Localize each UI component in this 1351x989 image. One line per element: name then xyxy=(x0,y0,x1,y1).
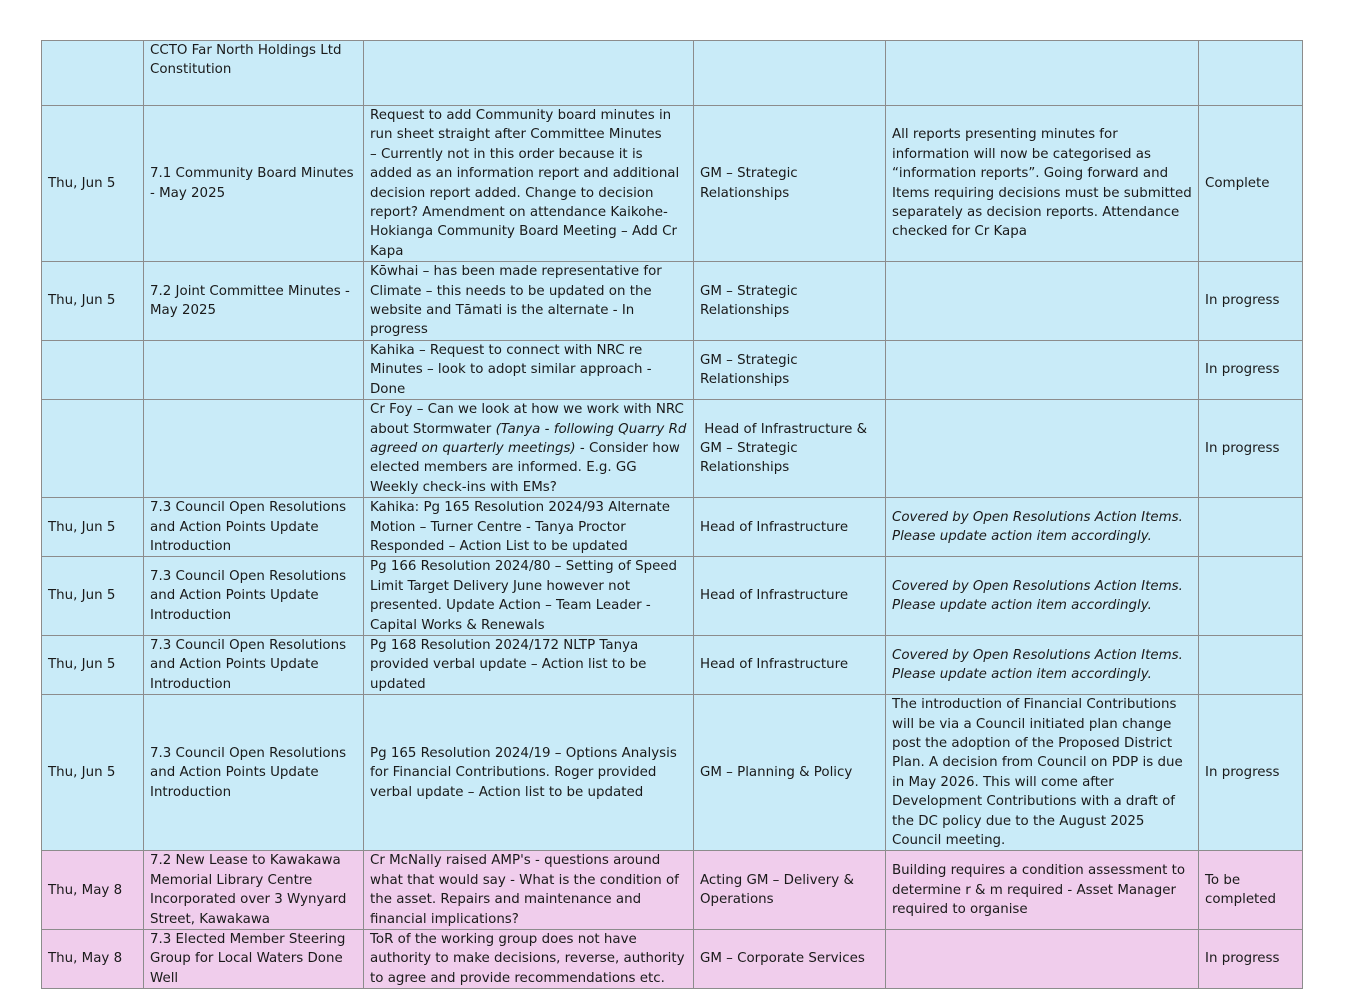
responsible-cell: GM – Planning & Policy xyxy=(694,695,886,851)
date-cell xyxy=(42,41,144,106)
description-cell: ToR of the working group does not have authority to make decisions, reverse, authority to agree and provide recommendations etc. xyxy=(364,930,694,989)
description-cell: Kahika: Pg 165 Resolution 2024/93 Alternate Motion – Turner Centre - Tanya Proctor Responded – Action List to be updated xyxy=(364,498,694,557)
responsible-cell: GM – Strategic Relationships xyxy=(694,106,886,262)
date-cell: Thu, Jun 5 xyxy=(42,106,144,262)
date-cell: Thu, Jun 5 xyxy=(42,262,144,341)
response-cell: Covered by Open Resolutions Action Items. Please update action item accordingly. xyxy=(886,498,1199,557)
response-cell: All reports presenting minutes for information will now be categorised as “information reports”. Going forward and Items requiring decisions must be submitted separately as decision reports. Attendance checked for Cr Kapa xyxy=(886,106,1199,262)
table-row xyxy=(42,400,1303,498)
description-cell xyxy=(364,400,694,498)
date-cell: Thu, Jun 5 xyxy=(42,635,144,694)
responsible-cell: Acting GM – Delivery & Operations xyxy=(694,851,886,930)
responsible-cell xyxy=(694,41,886,106)
table-row xyxy=(42,930,1303,989)
item-cell: 7.3 Elected Member Steering Group for Local Waters Done Well xyxy=(144,930,364,989)
table-row xyxy=(42,41,1303,106)
response-cell xyxy=(886,340,1199,399)
table-row xyxy=(42,851,1303,930)
response-cell xyxy=(886,400,1199,498)
date-cell: Thu, May 8 xyxy=(42,851,144,930)
item-cell: 7.1 Community Board Minutes - May 2025 xyxy=(144,106,364,262)
table-row xyxy=(42,635,1303,694)
date-cell xyxy=(42,400,144,498)
description-cell: Kahika – Request to connect with NRC re Minutes – look to adopt similar approach - Done xyxy=(364,340,694,399)
response-cell xyxy=(886,41,1199,106)
date-cell: Thu, Jun 5 xyxy=(42,557,144,636)
date-cell: Thu, Jun 5 xyxy=(42,695,144,851)
responsible-cell: GM – Corporate Services xyxy=(694,930,886,989)
description-cell: Pg 168 Resolution 2024/172 NLTP Tanya provided verbal update – Action list to be updated xyxy=(364,635,694,694)
status-cell: In progress xyxy=(1199,695,1303,851)
item-cell: 7.3 Council Open Resolutions and Action Points Update Introduction xyxy=(144,695,364,851)
description-cell: Cr McNally raised AMP's - questions around what that would say - What is the condition of the asset. Repairs and maintenance and financial implications? xyxy=(364,851,694,930)
status-cell xyxy=(1199,41,1303,106)
description-cell: Pg 165 Resolution 2024/19 – Options Analysis for Financial Contributions. Roger provided verbal update – Action list to be updated xyxy=(364,695,694,851)
date-cell xyxy=(42,340,144,399)
item-cell: 7.3 Council Open Resolutions and Action Points Update Introduction xyxy=(144,557,364,636)
responsible-cell: GM – Strategic Relationships xyxy=(694,340,886,399)
status-cell xyxy=(1199,498,1303,557)
description-cell xyxy=(364,41,694,106)
date-cell: Thu, May 8 xyxy=(42,930,144,989)
response-cell: Building requires a condition assessment to determine r & m required - Asset Manager required to organise xyxy=(886,851,1199,930)
date-cell: Thu, Jun 5 xyxy=(42,498,144,557)
responsible-cell: Head of Infrastructure xyxy=(694,498,886,557)
item-cell: 7.2 New Lease to Kawakawa Memorial Library Centre Incorporated over 3 Wynyard Street, Kawakawa xyxy=(144,851,364,930)
responsible-cell: Head of Infrastructure & GM – Strategic Relationships xyxy=(694,400,886,498)
table-row xyxy=(42,557,1303,636)
table-row xyxy=(42,340,1303,399)
response-cell xyxy=(886,930,1199,989)
description-cell: Kōwhai – has been made representative for Climate – this needs to be updated on the website and Tāmati is the alternate - In progress xyxy=(364,262,694,341)
response-cell: Covered by Open Resolutions Action Items. Please update action item accordingly. xyxy=(886,557,1199,636)
responsible-cell: GM – Strategic Relationships xyxy=(694,262,886,341)
response-cell xyxy=(886,262,1199,341)
table-row xyxy=(42,106,1303,262)
status-cell: Complete xyxy=(1199,106,1303,262)
status-cell: In progress xyxy=(1199,262,1303,341)
status-cell: To be completed xyxy=(1199,851,1303,930)
description-text: - Consider how elected members are informed. E.g. GG Weekly check-ins with EMs? xyxy=(370,440,680,495)
status-cell: In progress xyxy=(1199,340,1303,399)
item-cell: 7.2 Joint Committee Minutes - May 2025 xyxy=(144,262,364,341)
status-cell: In progress xyxy=(1199,930,1303,989)
status-cell: In progress xyxy=(1199,400,1303,498)
item-cell xyxy=(144,340,364,399)
responsible-cell: Head of Infrastructure xyxy=(694,635,886,694)
responsible-cell: Head of Infrastructure xyxy=(694,557,886,636)
table-row xyxy=(42,262,1303,341)
item-cell: 7.3 Council Open Resolutions and Action Points Update Introduction xyxy=(144,635,364,694)
action-items-table xyxy=(41,40,1303,989)
item-cell xyxy=(144,400,364,498)
table-row xyxy=(42,695,1303,851)
status-cell xyxy=(1199,635,1303,694)
description-cell: Request to add Community board minutes in run sheet straight after Committee Minutes – Currently not in this order because it is added as an information report and additional decision report added. Change to decision report? Amendment on attendance Kaikohe-Hokianga Community Board Meeting – Add Cr Kapa xyxy=(364,106,694,262)
description-italic-note: (Tanya - following Quarry Rd agreed on quarterly meetings) xyxy=(370,421,687,456)
response-cell: The introduction of Financial Contributions will be via a Council initiated plan change post the adoption of the Proposed District Plan. A decision from Council on PDP is due in May 2026. This will come after Development Contributions with a draft of the DC policy due to the August 2025 Council meeting. xyxy=(886,695,1199,851)
description-text: Cr Foy – Can we look at how we work with NRC about Stormwater xyxy=(370,402,684,437)
item-cell: CCTO Far North Holdings Ltd Constitution xyxy=(144,41,364,106)
response-cell: Covered by Open Resolutions Action Items. Please update action item accordingly. xyxy=(886,635,1199,694)
table-row xyxy=(42,498,1303,557)
description-cell: Pg 166 Resolution 2024/80 – Setting of Speed Limit Target Delivery June however not presented. Update Action – Team Leader - Capital Works & Renewals xyxy=(364,557,694,636)
status-cell xyxy=(1199,557,1303,636)
item-cell: 7.3 Council Open Resolutions and Action Points Update Introduction xyxy=(144,498,364,557)
